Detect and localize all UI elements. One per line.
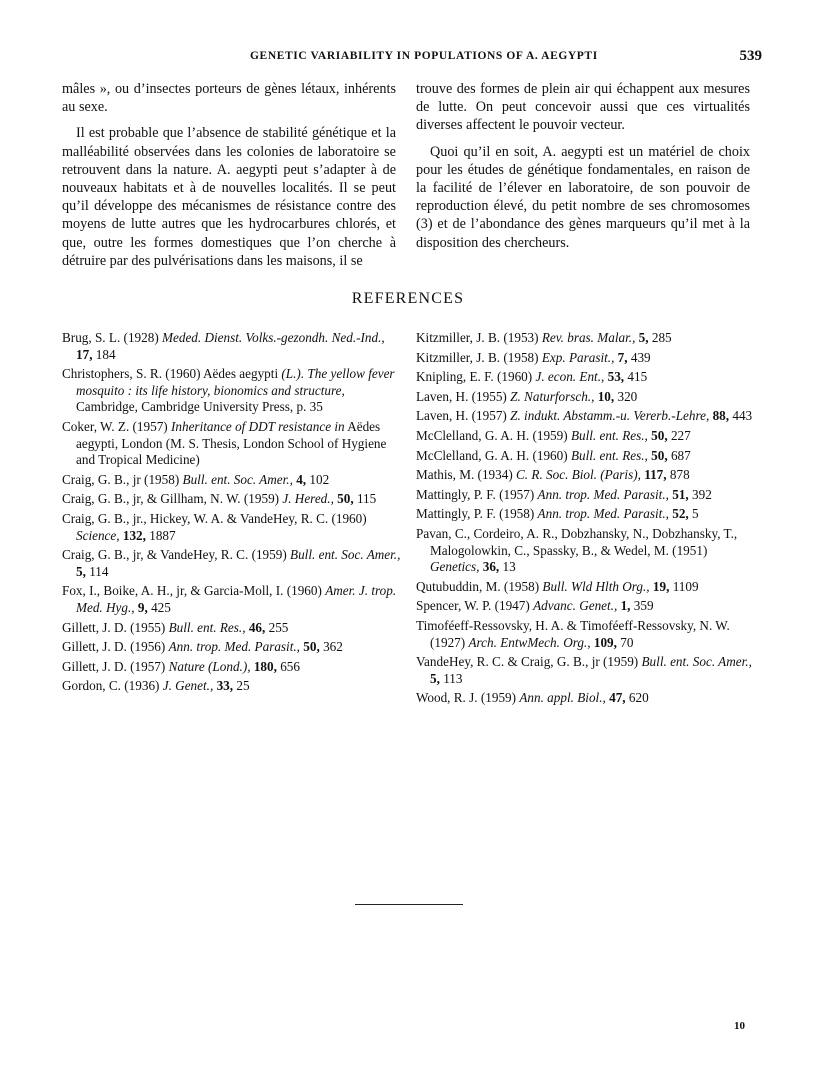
reference-authors: Mathis, M. (1934) bbox=[416, 467, 513, 483]
reference-entry bbox=[62, 472, 402, 489]
reference-authors: Mattingly, P. F. (1957) bbox=[416, 486, 535, 502]
reference-pages: 415 bbox=[627, 369, 648, 385]
reference-pages: 5 bbox=[692, 506, 699, 522]
reference-pages: 114 bbox=[89, 563, 109, 579]
reference-authors: Fox, I., Boike, A. H., jr, & Garcia-Moll, I. (1960) bbox=[62, 583, 322, 599]
reference-pages: 392 bbox=[692, 486, 712, 502]
end-rule bbox=[355, 904, 463, 905]
reference-volume: 180, bbox=[253, 658, 277, 674]
reference-pages: 184 bbox=[95, 346, 116, 362]
reference-entry bbox=[416, 428, 756, 445]
reference-volume: 4, bbox=[296, 471, 307, 487]
reference-journal: Bull. ent. Res., bbox=[570, 447, 648, 463]
reference-pages: 1109 bbox=[672, 578, 699, 594]
reference-journal: Ann. trop. Med. Parasit., bbox=[537, 506, 669, 522]
reference-authors: VandeHey, R. C. & Craig, G. B., jr (1959) bbox=[416, 654, 639, 670]
reference-volume: 9, bbox=[137, 599, 148, 615]
reference-entry bbox=[416, 350, 756, 367]
reference-journal: Meded. Dienst. Volks.-gezondh. Ned.-Ind., bbox=[162, 330, 385, 345]
reference-pages: 25 bbox=[236, 678, 250, 694]
reference-entry bbox=[416, 448, 756, 465]
reference-journal: Z. Naturforsch., bbox=[510, 388, 595, 404]
reference-authors: Gillett, J. D. (1957) bbox=[62, 658, 166, 674]
reference-volume: 5, bbox=[76, 563, 86, 579]
reference-authors: Spencer, W. P. (1947) bbox=[416, 598, 530, 614]
reference-volume: 19, bbox=[652, 578, 670, 594]
reference-entry bbox=[416, 369, 756, 386]
reference-volume: 132, bbox=[122, 527, 146, 543]
reference-volume: 46, bbox=[248, 619, 266, 635]
reference-pages: 687 bbox=[670, 447, 691, 463]
reference-authors: McClelland, G. A. H. (1959) bbox=[416, 427, 568, 443]
reference-journal: J. Genet., bbox=[162, 678, 214, 694]
reference-journal: J. econ. Ent., bbox=[535, 369, 605, 385]
reference-volume: 5, bbox=[430, 670, 440, 686]
reference-authors: Craig, G. B., jr., Hickey, W. A. & VandeHey, R. C. (1960) bbox=[62, 510, 367, 526]
reference-entry bbox=[416, 526, 756, 576]
reference-pages: Aëdes aegypti, London (M. S. Thesis, London School of Hygiene and Tropical Medicine) bbox=[76, 418, 387, 468]
reference-pages: 878 bbox=[669, 467, 690, 483]
reference-journal: Genetics, bbox=[430, 559, 480, 575]
page-number: 539 bbox=[739, 48, 762, 64]
reference-authors: Craig, G. B., jr (1958) bbox=[62, 471, 180, 487]
paragraph: Quoi qu’il en soit, A. aegypti est un matériel de choix pour les études de génétique fondamentales, en raison de la facilité de l’élever en laboratoire, de son pouvoir de reproduction élevé, du petit nombre de ses chromosomes (3) et de l’abondance des gènes marqueurs qu’il met à la disposition des chercheurs. bbox=[416, 143, 750, 251]
reference-volume: 33, bbox=[216, 678, 234, 694]
reference-authors: Brug, S. L. (1928) bbox=[62, 330, 159, 345]
reference-authors: Gillett, J. D. (1956) bbox=[62, 639, 166, 655]
references-column-left bbox=[62, 330, 402, 698]
reference-pages: 359 bbox=[633, 598, 654, 614]
paragraph: Il est probable que l’absence de stabilité génétique et la malléabilité observées dans les colonies de laboratoire se retrouvent dans la nature. A. aegypti peut s’adapter à de nouveaux habitats et à de nouvelles localités. Il se peut qu’il développe des mécanismes de résistance contre des moyens de lutte autres que les hydrocarbures chlorés, et que, outre les formes domestiques que l’on cherche à détruire par des pulvérisations dans les maisons, il se bbox=[62, 125, 396, 269]
reference-journal: Nature (Lond.), bbox=[168, 658, 251, 674]
reference-entry bbox=[62, 366, 402, 416]
reference-volume: 36, bbox=[482, 559, 500, 575]
reference-volume: 1, bbox=[620, 598, 631, 614]
reference-entry bbox=[416, 487, 756, 504]
reference-volume: 117, bbox=[644, 467, 667, 483]
reference-entry bbox=[416, 654, 756, 687]
reference-journal: Bull. ent. Res., bbox=[168, 619, 246, 635]
reference-pages: 656 bbox=[280, 658, 300, 674]
reference-entry bbox=[416, 690, 756, 707]
reference-journal: Amer. J. trop. Med. Hyg., bbox=[76, 583, 397, 615]
reference-journal: Bull. ent. Soc. Amer., bbox=[641, 654, 752, 670]
reference-pages: 70 bbox=[620, 634, 634, 650]
reference-authors: Knipling, E. F. (1960) bbox=[416, 369, 533, 385]
reference-journal: Arch. EntwMech. Org., bbox=[468, 634, 591, 650]
reference-pages: 13 bbox=[502, 559, 516, 575]
reference-journal: J. Hered., bbox=[282, 491, 334, 507]
paragraph: mâles », ou d’insectes porteurs de gènes létaux, inhérents au sexe. bbox=[62, 81, 396, 116]
reference-journal: Science, bbox=[76, 527, 120, 543]
reference-pages: 439 bbox=[630, 349, 651, 365]
reference-authors: Kitzmiller, J. B. (1958) bbox=[416, 349, 539, 365]
reference-journal: Bull. ent. Res., bbox=[570, 427, 648, 443]
reference-volume: 50, bbox=[303, 639, 320, 655]
reference-entry bbox=[416, 618, 756, 651]
reference-journal: Ann. appl. Biol., bbox=[519, 690, 606, 706]
reference-authors: Coker, W. Z. (1957) bbox=[62, 418, 168, 434]
reference-journal: Z. indukt. Abstamm.-u. Vererb.-Lehre, bbox=[510, 408, 710, 424]
reference-entry bbox=[62, 419, 402, 469]
reference-authors: Mattingly, P. F. (1958) bbox=[416, 506, 535, 522]
running-header bbox=[62, 50, 762, 70]
reference-authors: McClelland, G. A. H. (1960) bbox=[416, 447, 568, 463]
reference-pages: 115 bbox=[356, 491, 377, 507]
reference-entry bbox=[416, 579, 756, 596]
reference-journal: Bull. Wld Hlth Org., bbox=[542, 578, 650, 594]
reference-volume: 109, bbox=[593, 634, 617, 650]
reference-pages: 1887 bbox=[149, 527, 176, 543]
reference-journal: (L.). The yellow fever mosquito : its life history, bionomics and structure, bbox=[76, 366, 395, 398]
reference-authors: Pavan, C., Cordeiro, A. R., Dobzhansky, N., Dobzhansky, T., Malogolowkin, C., Spassky, B., & Wedel, M. (1951) bbox=[416, 525, 738, 558]
reference-pages: 113 bbox=[443, 670, 463, 686]
reference-pages: 425 bbox=[151, 599, 171, 615]
reference-volume: 52, bbox=[672, 506, 689, 522]
reference-entry bbox=[416, 330, 756, 347]
reference-journal: C. R. Soc. Biol. (Paris), bbox=[516, 467, 641, 483]
reference-pages: 227 bbox=[670, 427, 691, 443]
reference-authors: Craig, G. B., jr, & Gillham, N. W. (1959) bbox=[62, 491, 280, 507]
reference-entry bbox=[62, 330, 402, 363]
reference-journal: Bull. ent. Soc. Amer., bbox=[290, 547, 401, 563]
reference-entry bbox=[62, 678, 402, 695]
reference-pages: 102 bbox=[309, 471, 330, 487]
reference-authors: Kitzmiller, J. B. (1953) bbox=[416, 330, 539, 345]
reference-volume: 5, bbox=[638, 330, 649, 345]
reference-volume: 47, bbox=[609, 690, 626, 706]
folio-number: 10 bbox=[734, 1020, 745, 1032]
reference-authors: Wood, R. J. (1959) bbox=[416, 690, 517, 706]
reference-journal: Ann. trop. Med. Parasit., bbox=[537, 486, 669, 502]
body-column-right bbox=[416, 80, 750, 252]
reference-pages: 255 bbox=[268, 619, 289, 635]
reference-journal: Ann. trop. Med. Parasit., bbox=[168, 639, 300, 655]
reference-volume: 7, bbox=[617, 349, 628, 365]
reference-entry bbox=[62, 639, 402, 656]
reference-authors: Timoféeff-Ressovsky, H. A. & Timoféeff-Ressovsky, N. W. (1927) bbox=[416, 617, 730, 650]
reference-entry bbox=[62, 547, 402, 580]
reference-entry bbox=[416, 408, 756, 425]
reference-journal: Bull. ent. Soc. Amer., bbox=[182, 471, 293, 487]
references-heading: REFERENCES bbox=[351, 290, 465, 307]
reference-authors: Gillett, J. D. (1955) bbox=[62, 619, 166, 635]
body-column-left bbox=[62, 80, 396, 270]
reference-entry bbox=[62, 511, 402, 544]
reference-entry bbox=[416, 467, 756, 484]
reference-entry bbox=[62, 491, 402, 508]
reference-entry bbox=[416, 506, 756, 523]
reference-entry bbox=[416, 598, 756, 615]
reference-pages: 443 bbox=[732, 408, 753, 424]
reference-authors: Laven, H. (1955) bbox=[416, 388, 507, 404]
reference-authors: Gordon, C. (1936) bbox=[62, 678, 160, 694]
reference-journal: Inheritance of DDT resistance in bbox=[171, 418, 345, 434]
reference-volume: 51, bbox=[672, 486, 689, 502]
reference-volume: 50, bbox=[651, 447, 668, 463]
reference-journal: Rev. bras. Malar., bbox=[541, 330, 636, 345]
reference-volume: 88, bbox=[712, 408, 730, 424]
reference-volume: 17, bbox=[76, 346, 93, 362]
reference-pages: 285 bbox=[651, 330, 672, 345]
reference-entry bbox=[62, 659, 402, 676]
reference-pages: 620 bbox=[628, 690, 649, 706]
reference-volume: 53, bbox=[607, 369, 625, 385]
paragraph: trouve des formes de plein air qui échappent aux mesures de lutte. On peut concevoir aussi que ces virtualités diverses affectent le pouvoir vecteur. bbox=[416, 81, 750, 134]
reference-volume: 50, bbox=[337, 491, 354, 507]
references-column-right bbox=[416, 330, 756, 710]
reference-pages: Cambridge, Cambridge University Press, p. 35 bbox=[76, 399, 323, 415]
reference-pages: 362 bbox=[323, 639, 343, 655]
reference-journal: Exp. Parasit., bbox=[541, 349, 615, 365]
reference-pages: 320 bbox=[617, 388, 638, 404]
reference-volume: 10, bbox=[597, 388, 615, 404]
reference-authors: Christophers, S. R. (1960) Aëdes aegypti bbox=[62, 366, 279, 382]
reference-authors: Laven, H. (1957) bbox=[416, 408, 507, 424]
reference-volume: 50, bbox=[651, 427, 668, 443]
reference-entry bbox=[62, 583, 402, 616]
running-head-title: GENETIC VARIABILITY IN POPULATIONS OF A. AEGYPTI bbox=[250, 50, 598, 62]
reference-authors: Craig, G. B., jr, & VandeHey, R. C. (1959) bbox=[62, 547, 287, 563]
reference-entry bbox=[416, 389, 756, 406]
reference-authors: Qutubuddin, M. (1958) bbox=[416, 578, 540, 594]
reference-entry bbox=[62, 620, 402, 637]
reference-journal: Advanc. Genet., bbox=[533, 598, 618, 614]
